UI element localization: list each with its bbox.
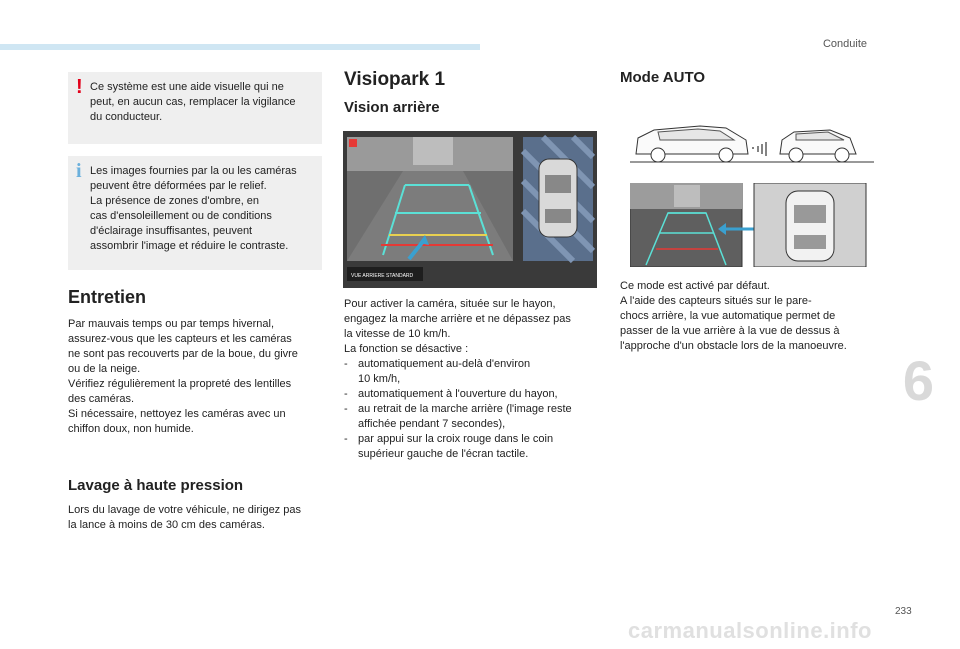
auto-mode-text: Ce mode est activé par défaut. A l'aide des capteurs situés sur le pare- chocs arrière, la vue automatique permet de passer de la vue arrière à la vue de dessus à l'approche d'un obstacle lors de la manoeuvre. — [620, 280, 847, 352]
maintenance-text: Par mauvais temps ou par temps hivernal, assurez-vous que les capteurs et les caméras ne sont pas recouverts par de la boue, du givre ou de la neige. Vérifiez régulièrement la propreté des lentilles des caméras. Si nécessaire, nettoyez les caméras avec un chiffon doux, non humide. — [68, 318, 298, 435]
exclamation-icon: ! — [76, 76, 83, 98]
header-accent-bar — [0, 44, 480, 50]
auto-mode-title: Mode AUTO — [620, 69, 705, 86]
top-view-panel — [523, 137, 593, 261]
warning-text: Ce système est une aide visuelle qui ne peut, en aucun cas, remplacer la vigilance du conducteur. — [90, 81, 296, 123]
rear-view-title: Vision arrière — [344, 99, 440, 116]
camera-view-caption: VUE ARRIERE STANDARD — [351, 273, 414, 279]
chapter-number: 6 — [902, 349, 934, 412]
info-text: Les images fournies par la ou les caméras peuvent être déformées par le relief. La présence de zones d'ombre, en cas d'ensoleillement ou de conditions d'éclairage insuffisantes, peuvent assombrir l'image et réduire le contraste. — [90, 165, 297, 252]
list-item: - automatiquement à l'ouverture du hayon, — [344, 387, 606, 402]
high-pressure-text: Lors du lavage de votre véhicule, ne dirigez pas la lance à moins de 30 cm des caméras. — [68, 504, 301, 531]
section-label: Conduite — [822, 38, 868, 50]
deactivation-list — [344, 357, 606, 462]
auto-mode-camera-images — [630, 183, 870, 267]
warning-box — [68, 72, 322, 144]
visiopark-title: Visiopark 1 — [344, 69, 446, 90]
rear-view-intro: Pour activer la caméra, située sur le hayon, engagez la marche arrière et ne dépassez pas la vitesse de 10 km/h. La fonction se désactive : — [344, 298, 571, 355]
list-item: - par appui sur la croix rouge dans le coin supérieur gauche de l'écran tactile. — [344, 432, 606, 462]
high-pressure-title: Lavage à haute pression — [68, 477, 244, 494]
auto-mode-cars-illustration — [630, 118, 874, 166]
watermark: carmanualsonline.info — [628, 618, 872, 643]
info-box — [68, 156, 322, 270]
list-item: - au retrait de la marche arrière (l'image reste affichée pendant 7 secondes), — [344, 402, 606, 432]
rear-camera-image — [343, 131, 597, 288]
list-item: - automatiquement au-delà d'environ 10 km/h, — [344, 357, 606, 387]
page-number: 233 — [895, 606, 912, 617]
maintenance-title: Entretien — [68, 287, 147, 307]
info-icon: i — [76, 160, 82, 182]
